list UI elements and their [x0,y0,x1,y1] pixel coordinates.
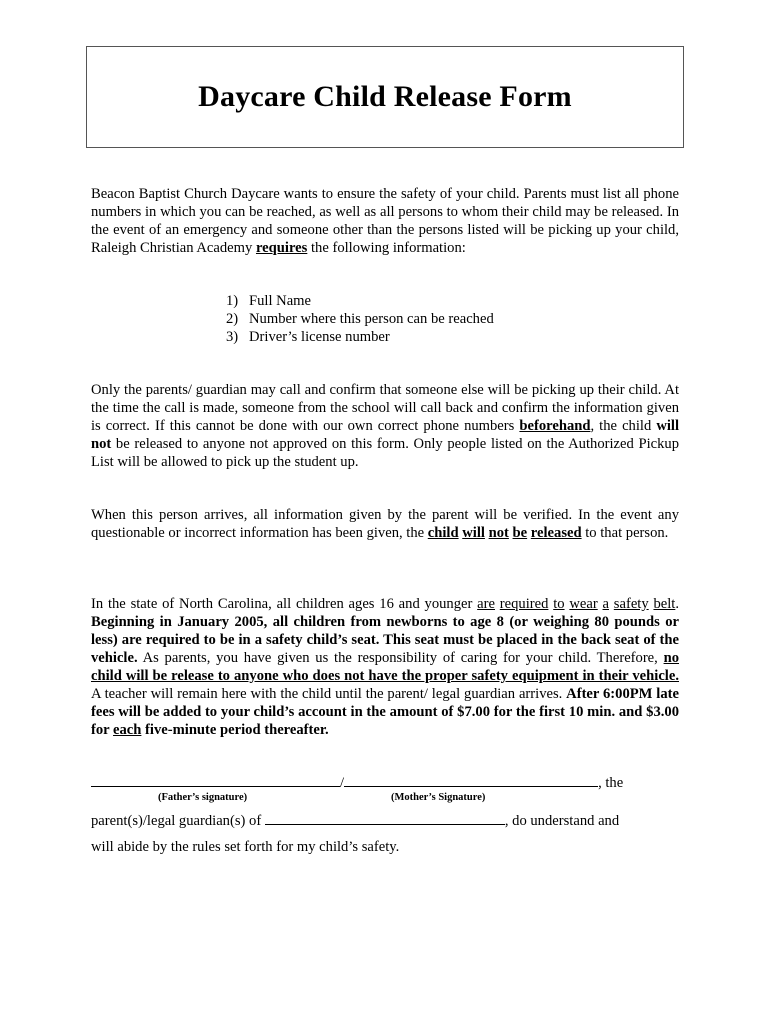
each-emphasis: each [113,722,142,738]
mother-signature-field[interactable] [344,773,598,787]
para4-text-3: As parents, you have given us the responsibility of caring for your child. Therefore, [137,650,664,666]
car-seat-rule: Beginning in January 2005, all children from newborns to age 8 (or weighing 80 pounds or less) are required to be in a safety child’s seat. This seat must be placed in the back seat of the vehicle. [91,614,679,666]
para4-text-2: . [675,596,679,612]
list-number: 1) [226,293,239,309]
para4-text-1: In the state of North Carolina, all children ages 16 and younger [91,596,478,612]
para4-text-4: A teacher will remain here with the child until the parent/ legal guardian arrives. [91,686,567,702]
signature-line [91,773,623,792]
list-number: 3) [226,329,239,345]
father-signature-caption: (Father’s signature) [158,792,248,803]
signature-the: , the [598,775,624,791]
u-required: required [499,596,549,612]
signature-slash: / [340,775,345,791]
u-are: are [477,596,495,612]
list-text: Driver’s license number [249,329,390,345]
para2-text-1: Only the parents/ guardian may call and confirm that someone else will be picking up their child. At the time the call is made, someone from the school will call back and confirm the information given is correct. If this cannot be done with our own correct phone numbers [91,382,679,434]
list-item [226,292,494,310]
late-fee-rule: After 6:00PM late fees will be added to your child’s account in the amount of $7.00 for the first 10 min. and $3.00 for [91,686,679,738]
emph-not: not [488,525,509,541]
emph-be: be [512,525,528,541]
late-fee-rule-end: five-minute period thereafter. [141,722,329,738]
emph-will: will [462,525,485,541]
u-wear: wear [569,596,598,612]
intro-text-2: the following information: [307,240,466,256]
will-not-emphasis: will not [91,418,680,452]
no-release-rule: no child will be release to anyone who does not have the proper safety equipment in their vehicle. [91,650,679,684]
requires-emphasis: requires [255,240,308,256]
guardian-line [91,811,619,830]
list-text: Number where this person can be reached [249,311,494,327]
title-box [86,46,684,148]
para2-text-3: be released to anyone not approved on this form. Only people listed on the Authorized Pickup List will be allowed to pick up the student up. [91,436,679,470]
para3-text-2: to that person. [581,525,669,541]
confirmation-paragraph [91,381,679,471]
u-belt: belt [653,596,676,612]
verification-paragraph [91,506,679,542]
required-info-list [226,292,494,346]
emph-child: child [427,525,459,541]
agreement-line: will abide by the rules set forth for my child’s safety. [91,839,400,855]
list-item [226,310,494,328]
mother-signature-caption: (Mother’s Signature) [391,792,486,803]
beforehand-emphasis: beforehand [519,418,591,434]
guardian-prefix: parent(s)/legal guardian(s) of [91,813,265,829]
list-number: 2) [226,311,239,327]
page-title: Daycare Child Release Form [198,80,572,113]
list-item [226,328,494,346]
emph-released: released [530,525,582,541]
safety-paragraph [91,595,679,739]
child-name-field[interactable] [265,811,505,825]
u-to: to [553,596,565,612]
u-safety: safety [613,596,649,612]
para2-text-2: , the child [590,418,657,434]
father-signature-field[interactable] [91,773,340,787]
intro-paragraph [91,185,679,257]
u-a: a [602,596,609,612]
para3-text-1: When this person arrives, all information given by the parent will be verified. In the event any questionable or incorrect information has been given, the [91,507,679,541]
guardian-suffix: , do understand and [504,813,620,829]
list-text: Full Name [249,293,312,309]
intro-text-1: Beacon Baptist Church Daycare wants to ensure the safety of your child. Parents must list all phone numbers in which you can be reached, as well as all persons to whom their child may be released. In the event of an emergency and someone other than the persons listed will be picking up your child, Raleigh Christian Academy [91,186,679,256]
